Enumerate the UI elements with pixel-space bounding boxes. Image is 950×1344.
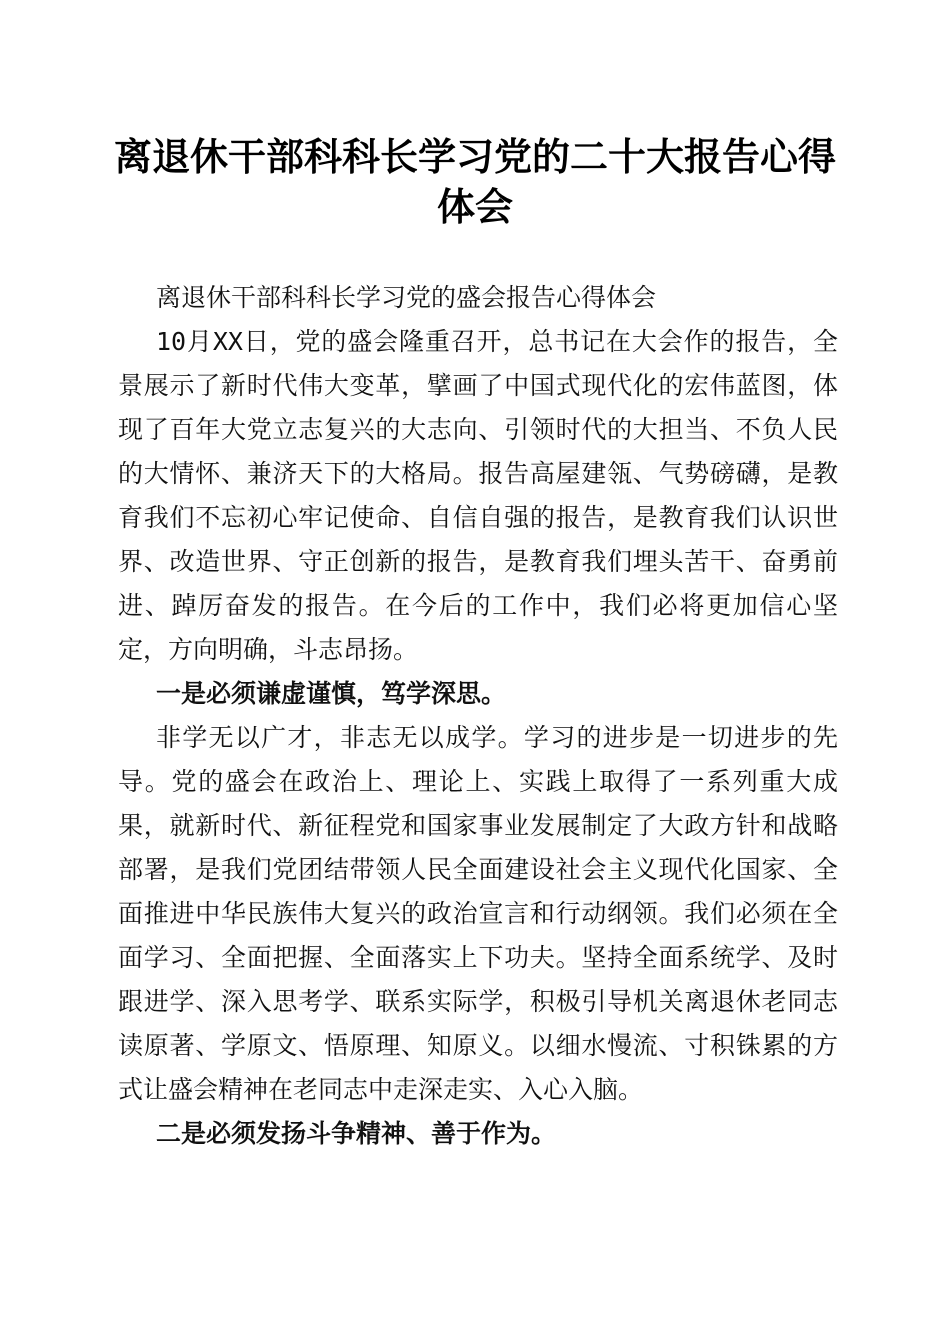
subtitle-paragraph: 离退休干部科科长学习党的盛会报告心得体会	[156, 283, 657, 312]
document-title: 离退休干部科科长学习党的二十大报告心得体会	[113, 134, 836, 229]
section-heading: 一是必须谦虚谨慎，笃学深思。	[156, 679, 507, 708]
document-body	[118, 276, 838, 1156]
body-paragraph: 非学无以广才，非志无以成学。学习的进步是一切进步的先导。党的盛会在政治上、理论上、实践上取得了一系列重大成果，就新时代、新征程党和国家事业发展制定了大政方针和战略部署，是我们党团结带领人民全面建设社会主义现代化国家、全面推进中华民族伟大复兴的政治宣言和行动纲领。我们必须在全面学习、全面把握、全面落实上下功夫。坚持全面系统学、及时跟进学、深入思考学、联系实际学，积极引导机关离退休老同志读原著、学原文、悟原理、知原义。以细水慢流、寸积铢累的方式让盛会精神在老同志中走深走实、入心入脑。	[118, 723, 838, 1104]
section-heading: 二是必须发扬斗争精神、善于作为。	[156, 1119, 557, 1148]
body-paragraph: 10月XX日，党的盛会隆重召开，总书记在大会作的报告，全景展示了新时代伟大变革，擘画了中国式现代化的宏伟蓝图，体现了百年大党立志复兴的大志向、引领时代的大担当、不负人民的大情怀、兼济天下的大格局。报告高屋建瓴、气势磅礴，是教育我们不忘初心牢记使命、自信自强的报告，是教育我们认识世界、改造世界、守正创新的报告，是教育我们埋头苦干、奋勇前进、踔厉奋发的报告。在今后的工作中，我们必将更加信心坚定，方向明确，斗志昂扬。	[118, 327, 838, 664]
